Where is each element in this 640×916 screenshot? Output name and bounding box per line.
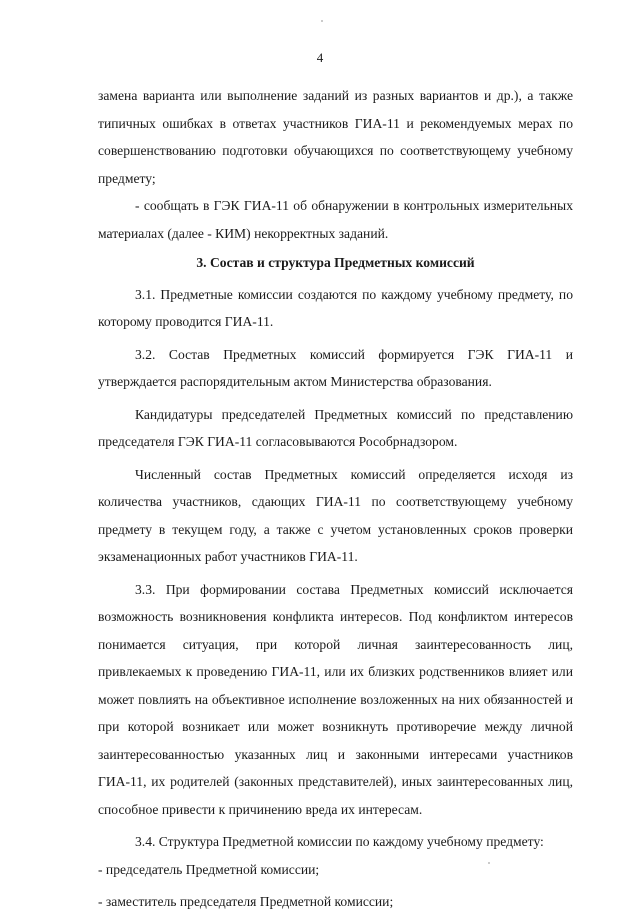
list-item-deputy: - заместитель председателя Предметной комиссии;	[98, 894, 394, 909]
scan-speck	[321, 20, 323, 22]
paragraph-candidates: Кандидатуры председателей Предметных комиссий по представлению председателя ГЭК ГИА-11 согласовываются Рособрнадзором.	[98, 406, 573, 449]
document-body	[98, 82, 573, 916]
paragraph-3-1: 3.1. Предметные комиссии создаются по каждому учебному предмету, по которому проводится ГИА-11.	[98, 286, 573, 329]
paragraph-continuation: замена варианта или выполнение заданий из разных вариантов и др.), а также типичных ошибках в ответах участников ГИА-11 и рекомендуемых мерах по совершенствованию подготовки обучающихся по соответствующему учебному предмету;	[98, 88, 573, 186]
section-heading: 3. Состав и структура Предметных комиссий	[196, 255, 475, 270]
paragraph-3-3: 3.3. При формировании состава Предметных комиссий исключается возможность возникновения конфликта интересов. Под конфликтом интересов понимается ситуация, при которой личная заинтересованность лиц, привлекаемых к проведению ГИА-11, или их близких родственников влияет или может повлиять на объективное исполнение возложенных на них обязанностей и при которой возникает или может возникнуть противоречие между личной заинтересованностью указанных лиц и законными интересами участников ГИА-11, их родителей (законных представителей), иных заинтересованных лиц, способное привести к причинению вреда их интересам.	[98, 581, 573, 817]
paragraph-numeric-composition: Численный состав Предметных комиссий определяется исходя из количества участников, сдающих ГИА-11 по соответствующему учебному предмету в текущем году, а также с учетом установленных сроков проверки экзаменационных работ участников ГИА-11.	[98, 466, 573, 564]
paragraph-3-2: 3.2. Состав Предметных комиссий формируется ГЭК ГИА-11 и утверждается распорядительным актом Министерства образования.	[98, 346, 573, 389]
paragraph-3-4: 3.4. Структура Предметной комиссии по каждому учебному предмету:	[135, 834, 544, 849]
scan-speck	[488, 862, 490, 864]
page-number: 4	[316, 50, 324, 65]
paragraph-report-kim: - сообщать в ГЭК ГИА-11 об обнаружении в контрольных измерительных материалах (далее - КИМ) некорректных заданий.	[98, 198, 573, 241]
list-item-chairman: - председатель Предметной комиссии;	[98, 861, 320, 877]
